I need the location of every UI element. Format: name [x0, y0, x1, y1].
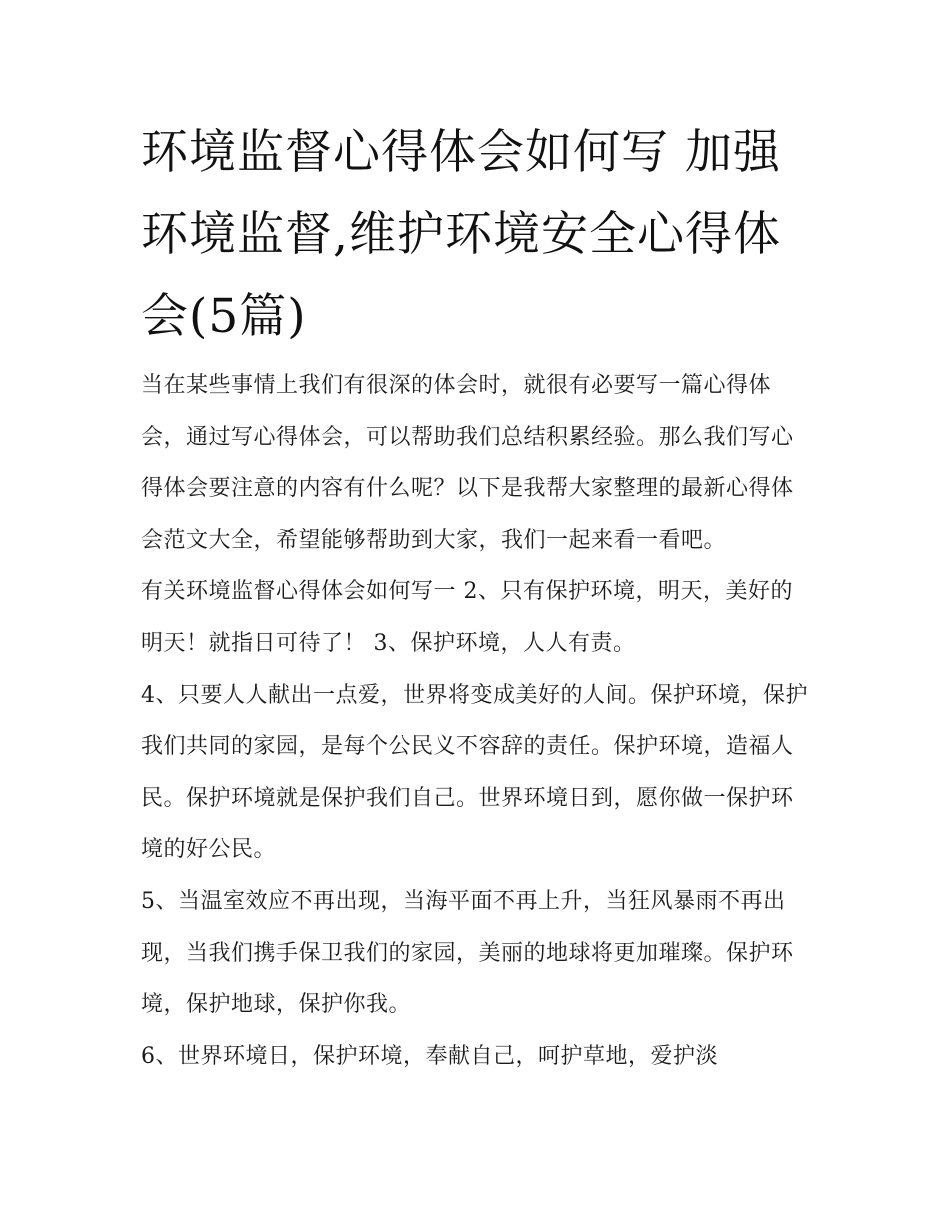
paragraph-intro: 当在某些事情上我们有很深的体会时，就很有必要写一篇心得体会，通过写心得体会，可以帮助我们总结积累经验。那么我们写心得体会要注意的内容有什么呢？以下是我帮大家整理的最新心得体会范文大全，希望能够帮助到大家，我们一起来看一看吧。 — [141, 373, 794, 553]
paragraph-item-4: 4、只要人人献出一点爱，世界将变成美好的人间。保护环境，保护我们共同的家园，是每个公民义不容辞的责任。保护环境，造福人民。保护环境就是保护我们自己。世界环境日到，愿你做一保护环境的好公民。 — [141, 682, 808, 863]
paragraph-item-6: 6、世界环境日，保护环境，奉献自己，呵护草地，爱护淡 — [141, 1043, 718, 1069]
document-title: 环境监督心得体会如何写 加强环境监督,维护环境安全心得体会(5篇) — [141, 125, 781, 344]
paragraph-item-5: 5、当温室效应不再出现，当海平面不再上升，当狂风暴雨不再出现，当我们携手保卫我们的家园，美丽的地球将更加璀璨。保护环境，保护地球，保护你我。 — [141, 888, 794, 1018]
paragraph-item-2-3: 有关环境监督心得体会如何写一 2、只有保护环境，明天，美好的明天！就指日可待了！ 3、保护环境，人人有责。 — [141, 579, 793, 656]
document-page — [141, 112, 813, 1082]
document-body — [141, 360, 813, 1082]
